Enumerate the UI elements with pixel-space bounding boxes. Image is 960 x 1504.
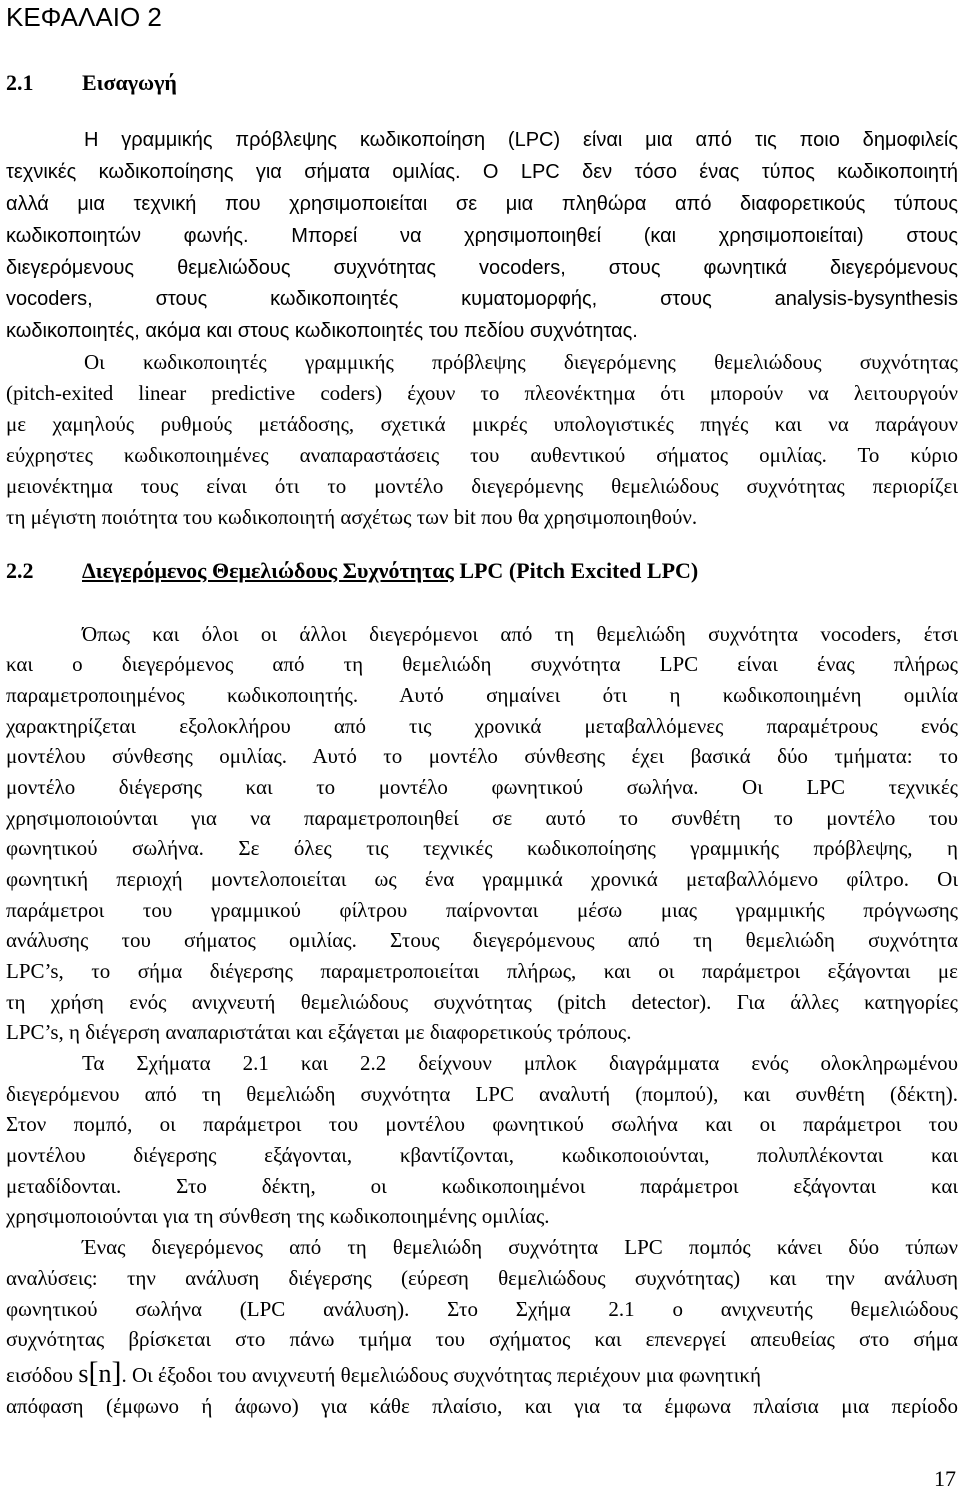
paragraph-line: τεχνικές κωδικοποίησης για σήματα ομιλίας. Ο LPC δεν τόσο ένας τύπος κωδικοποιητή (6, 161, 958, 183)
paragraph-line: Η γραμμικής πρόβλεψης κωδικοποίηση (LPC) είναι μια από τις ποιο δημοφιλείς (84, 129, 958, 151)
paragraph-line: μοντέλο διέγερσης και το μοντέλο φωνητικού σωλήνα. Οι LPC τεχνικές (6, 775, 958, 799)
paragraph-line: μειονέκτημα τους είναι ότι το μοντέλο διεγερόμενης θεμελιώδους συχνότητας περιορίζει (6, 474, 958, 498)
formula-n: n (98, 1359, 112, 1388)
paragraph-line: παραμετροποιημένος κωδικοποιητής. Αυτό σημαίνει ότι η κωδικοποιημένη ομιλία (6, 683, 958, 707)
paragraph-line: τη χρήση ενός ανιχνευτή θεμελιώδους συχνότητας (pitch detector). Για άλλες κατηγορίες (6, 990, 958, 1014)
paragraph-line: αλλά μια τεχνική που χρησιμοποιείται σε μια πληθώρα από διαφορετικούς τύπους (6, 193, 958, 215)
paragraph-line: ανάλυσης του σήματος ομιλίας. Στους διεγερόμενους από τη θεμελιώδη συχνότητα (6, 928, 958, 952)
paragraph-line: με χαμηλούς ρυθμούς μετάδοσης, σχετικά μικρές υπολογιστικές πηγές και να παράγουν (6, 412, 958, 436)
paragraph-line: χρησιμοποιούνται για τη σύνθεση της κωδικοποιημένης ομιλίας. (6, 1204, 550, 1228)
paragraph-line: συχνότητας βρίσκεται στο πάνω τμήμα του σχήματος και επενεργεί απευθείας στο σήμα (6, 1327, 958, 1351)
paragraph-line-with-formula (6, 1356, 958, 1390)
paragraph-line: φωνητικού σωλήνα. Σε όλες τις τεχνικές κωδικοποίησης γραμμικής πρόβλεψης, η (6, 836, 958, 860)
paragraph-line: κωδικοποιητών φωνής. Μπορεί να χρησιμοποιηθεί (και χρησιμοποιείται) στους (6, 225, 958, 247)
section-title-underlined: Διεγερόμενος Θεμελιώδους Συχνότητας (82, 558, 454, 583)
paragraph-line: μοντέλου σύνθεσης ομιλίας. Αυτό το μοντέλο σύνθεσης έχει βασικά δύο τμήματα: το (6, 744, 958, 768)
paragraph-line: διεγερόμενου από τη θεμελιώδη συχνότητα LPC αναλυτή (πομπού), και συνθέτη (δέκτη). (6, 1082, 958, 1106)
chapter-title: ΚΕΦΑΛΑΙΟ 2 (6, 2, 162, 32)
paragraph-line: φωνητικού σωλήνα (LPC ανάλυση). Στο Σχήμα 2.1 ο ανιχνευτής θεμελιώδους (6, 1297, 958, 1321)
paragraph-line: τη μέγιστη ποιότητα του κωδικοποιητή ασχέτως των bit που θα χρησιμοποιηθούν. (6, 505, 698, 529)
section-title-rest: LPC (Pitch Excited LPC) (459, 558, 699, 583)
paragraph-line: παράμετροι του γραμμικού φίλτρου παίρνονται μέσω μιας γραμμικής πρόγνωσης (6, 898, 958, 922)
signal-formula (78, 1356, 122, 1389)
paragraph-line: φωνητική περιοχή μοντελοποιείται ως ένα γραμμικά χρονικά μεταβαλλόμενο φίλτρο. Οι (6, 867, 958, 891)
paragraph-line: LPC’s, η διέγερση αναπαριστάται και εξάγεται με διαφορετικούς τρόπους. (6, 1020, 632, 1044)
paragraph-line: μεταδίδονται. Στο δέκτη, οι κωδικοποιημένοι παράμετροι εξάγονται και (6, 1174, 958, 1198)
paragraph-line: μοντέλου διέγερσης εξάγονται, κβαντίζονται, κωδικοποιούνται, πολυπλέκονται και (6, 1143, 958, 1167)
paragraph-line: και ο διεγερόμενος από τη θεμελιώδη συχνότητα LPC είναι ένας πλήρως (6, 652, 958, 676)
paragraph-line: απόφαση (έμφωνο ή άφωνο) για κάθε πλαίσιο, και για τα έμφωνα πλαίσια μια περίοδο (6, 1394, 958, 1418)
section-heading-pitch-excited (6, 558, 698, 584)
section-heading-intro (6, 70, 177, 96)
paragraph-line: κωδικοποιητές, ακόμα και στους κωδικοποιητές του πεδίου συχνότητας. (6, 320, 638, 342)
paragraph-line: Όπως και όλοι οι άλλοι διεγερόμενοι από τη θεμελιώδη συχνότητα vocoders, έτσι (82, 622, 958, 646)
paragraph-line: Τα Σχήματα 2.1 και 2.2 δείχνουν μπλοκ διαγράμματα ενός ολοκληρωμένου (82, 1051, 958, 1075)
formula-right-bracket: ] (111, 1356, 122, 1389)
formula-s: s (78, 1359, 89, 1388)
paragraph-line: (pitch-exited linear predictive coders) έχουν το πλεονέκτημα ότι μπορούν να λειτουργούν (6, 381, 958, 405)
page-number: 17 (934, 1466, 956, 1491)
formula-prefix: εισόδου (6, 1363, 74, 1387)
paragraph-line: διεγερόμενους θεμελιώδους συχνότητας vocoders, στους φωνητικά διεγερόμενους (6, 257, 958, 279)
section-title: Εισαγωγή (82, 70, 177, 95)
paragraph-line: εύχρηστες κωδικοποιημένες αναπαραστάσεις του αυθεντικού σήματος ομιλίας. Το κύριο (6, 443, 958, 467)
paragraph-line: Στον πομπό, οι παράμετροι του μοντέλου φωνητικού σωλήνα και οι παράμετροι του (6, 1112, 958, 1136)
paragraph-line: χαρακτηρίζεται εξολοκλήρου από τις χρονικά μεταβαλλόμενες παραμέτρους ενός (6, 714, 958, 738)
paragraph-line: αναλύσεις: την ανάλυση διέγερσης (εύρεση θεμελιώδους συχνότητας) και την ανάλυση (6, 1266, 958, 1290)
paragraph-line: Οι κωδικοποιητές γραμμικής πρόβλεψης διεγερόμενης θεμελιώδους συχνότητας (84, 350, 958, 374)
section-number: 2.2 (6, 558, 34, 583)
paragraph-line: vocoders, στους κωδικοποιητές κυματομορφής, στους analysis-bysynthesis (6, 288, 958, 310)
paragraph-line: LPC’s, το σήμα διέγερσης παραμετροποιείται πλήρως, και οι παράμετροι εξάγονται με (6, 959, 958, 983)
formula-left-bracket: [ (88, 1356, 99, 1389)
paragraph-line: χρησιμοποιούνται για να παραμετροποιηθεί σε αυτό το συνθέτη το μοντέλο του (6, 806, 958, 830)
section-number: 2.1 (6, 70, 34, 95)
formula-suffix: . Οι έξοδοι του ανιχνευτή θεμελιώδους συχνότητας περιέχουν μια φωνητική (121, 1363, 761, 1387)
paragraph-line: Ένας διεγερόμενος από τη θεμελιώδη συχνότητα LPC πομπός κάνει δύο τύπων (82, 1235, 958, 1259)
